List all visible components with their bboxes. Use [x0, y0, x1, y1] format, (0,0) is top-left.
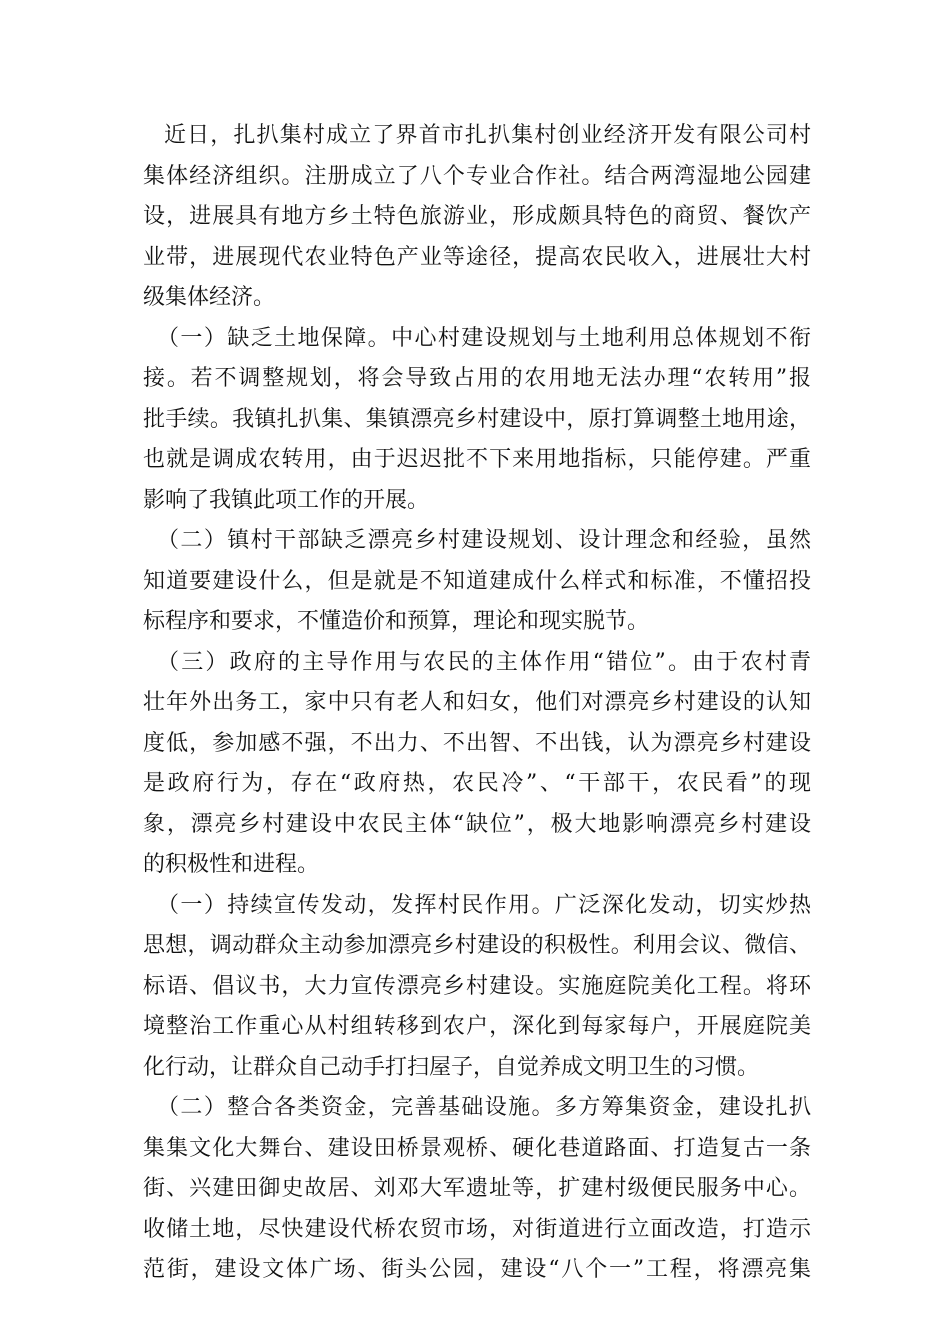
text-line: （二）镇村干部缺乏漂亮乡村建设规划、设计理念和经验，虽然: [157, 528, 811, 553]
text-line: 化行动，让群众自己动手打扫屋子，自觉养成文明卫生的习惯。: [143, 1054, 760, 1080]
text-line: 也就是调成农转用，由于迟迟批不下来用地指标，只能停建。严重: [143, 447, 811, 472]
paragraph-measure-funds: [143, 1088, 811, 1291]
text-line: 范街，建设文体广场、街头公园，建设“八个一”工程，将漂亮集: [143, 1257, 811, 1282]
paragraph-problem-cadres: [143, 521, 811, 643]
paragraph-measure-publicity: [143, 886, 811, 1089]
text-line: （二）整合各类资金，完善基础设施。多方筹集资金，建设扎扒: [157, 1095, 811, 1120]
paragraph-problem-land: [143, 319, 811, 522]
text-line: 集集文化大舞台、建设田桥景观桥、硬化巷道路面、打造复古一条: [143, 1135, 811, 1161]
text-line: 批手续。我镇扎扒集、集镇漂亮乡村建设中，原打算调整土地用途，: [143, 406, 811, 432]
text-line: 境整治工作重心从村组转移到农户，深化到每家每户，开展庭院美: [143, 1014, 811, 1039]
text-line: 象，漂亮乡村建设中农民主体“缺位”，极大地影响漂亮乡村建设: [143, 811, 811, 837]
text-line: 收储土地，尽快建设代桥农贸市场，对街道进行立面改造，打造示: [143, 1216, 811, 1242]
text-line: 街、兴建田御史故居、刘邓大军遗址等，扩建村级便民服务中心。: [143, 1176, 811, 1201]
text-line: 标语、倡议书，大力宣传漂亮乡村建设。实施庭院美化工程。将环: [143, 973, 811, 999]
text-line: 近日，扎扒集村成立了界首市扎扒集村创业经济开发有限公司村: [164, 123, 811, 148]
text-line: 影响了我镇此项工作的开展。: [143, 487, 430, 513]
paragraph-problem-roles: [143, 643, 811, 886]
text-line: 接。若不调整规划，将会导致占用的农用地无法办理“农转用”报: [143, 366, 811, 391]
text-line: 级集体经济。: [143, 285, 276, 310]
text-line: （一）缺乏土地保障。中心村建设规划与土地利用总体规划不衔: [157, 325, 811, 351]
text-line: 集体经济组织。注册成立了八个专业合作社。结合两湾湿地公园建: [143, 163, 811, 189]
text-line: 业带，进展现代农业特色产业等途径，提高农民收入，进展壮大村: [143, 244, 811, 270]
paragraph-intro: [143, 116, 811, 319]
text-line: 知道要建设什么，但是就是不知道建成什么样式和标准，不懂招投: [143, 568, 811, 594]
text-line: 是政府行为，存在“政府热，农民冷”、“干部干，农民看”的现: [143, 771, 811, 796]
text-line: 的积极性和进程。: [143, 852, 320, 877]
text-line: 标程序和要求，不懂造价和预算，理论和现实脱节。: [143, 609, 650, 634]
text-line: 壮年外出务工，家中只有老人和妇女，他们对漂亮乡村建设的认知: [143, 690, 811, 715]
document-body: [143, 116, 811, 1291]
text-line: 度低，参加感不强，不出力、不出智、不出钱，认为漂亮乡村建设: [143, 730, 811, 756]
text-line: 设，进展具有地方乡土特色旅游业，形成颇具特色的商贸、餐饮产: [143, 204, 811, 229]
text-line: （三）政府的主导作用与农民的主体作用“错位”。由于农村青: [157, 649, 811, 675]
text-line: 思想，调动群众主动参加漂亮乡村建设的积极性。利用会议、微信、: [143, 933, 811, 958]
text-line: （一）持续宣传发动，发挥村民作用。广泛深化发动，切实炒热: [157, 892, 811, 918]
